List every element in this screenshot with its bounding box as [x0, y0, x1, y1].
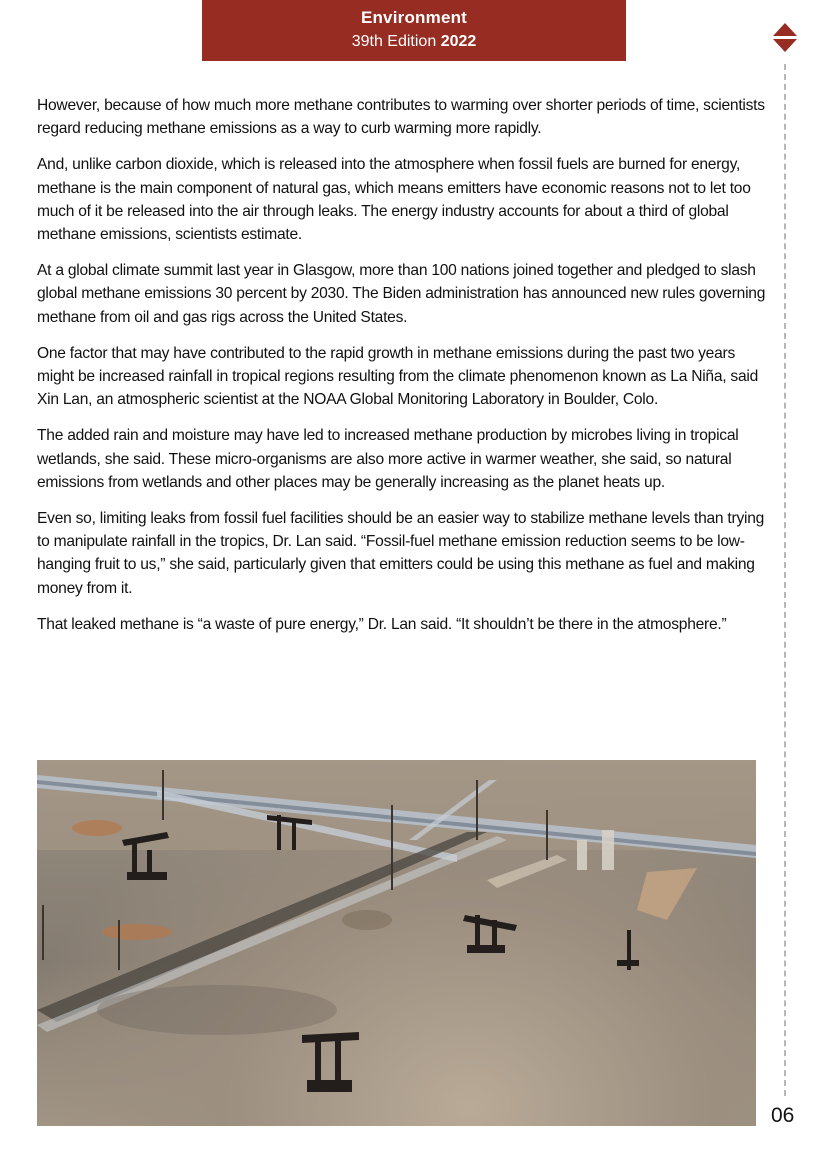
- article-body: [37, 94, 769, 649]
- equipment-rack: [637, 868, 697, 920]
- tank: [577, 840, 587, 870]
- pumpjack: [302, 1032, 359, 1092]
- edition-year: 2022: [440, 33, 477, 50]
- pumpjack: [122, 832, 169, 880]
- down-triangle-icon: [773, 39, 797, 52]
- page-number: 06: [771, 1104, 795, 1127]
- pumpjack: [463, 915, 517, 953]
- paragraph: However, because of how much more methane contributes to warming over shorter periods of time, scientists regard reducing methane emissions as a way to curb warming more rapidly.: [37, 97, 765, 138]
- paragraph: The added rain and moisture may have led to increased methane production by microbes living in tropical wetlands, she said. These micro-organisms are also more active in warmer weather, she said, so natural emissions from wetlands and other places may be generally increasing as the planet heats up.: [37, 427, 739, 491]
- edition-label: 39th Edition: [351, 33, 437, 50]
- paragraph: At a global climate summit last year in Glasgow, more than 100 nations joined together and pledged to slash global methane emissions 30 percent by 2030. The Biden administration has announced new rules governing methane from oil and gas rigs across the United States.: [37, 262, 766, 326]
- oil-field-illustration: [37, 760, 756, 1126]
- paragraph: That leaked methane is “a waste of pure energy,” Dr. Lan said. “It shouldn’t be there in the atmosphere.”: [37, 615, 727, 633]
- pumpjack: [617, 930, 639, 970]
- oil-field-photo: [37, 760, 756, 1126]
- section-header: [202, 0, 626, 61]
- tank: [602, 830, 614, 870]
- edition-line: [202, 33, 626, 51]
- margin-dashed-rule: [784, 64, 786, 1096]
- up-down-diamond-icon[interactable]: [772, 23, 798, 53]
- equipment-rack: [487, 855, 567, 888]
- brush-patch: [102, 924, 172, 940]
- paragraph: One factor that may have contributed to the rapid growth in methane emissions during the past two years might be increased rainfall in tropical regions resulting from the climate phenomenon known as La Niña, said Xin Lan, an atmospheric scientist at the NOAA Global Monitoring Laboratory in Boulder, Colo.: [37, 344, 759, 409]
- paragraph: Even so, limiting leaks from fossil fuel facilities should be an easier way to stabilize methane levels than trying to manipulate rainfall in the tropics, Dr. Lan said. “Fossil-fuel methane emission reduction seems to be low-hanging fruit to us,” she said, particularly given that emitters could be using this methane as fuel and making money from it.: [37, 510, 765, 597]
- section-title: Environment: [360, 8, 468, 27]
- paragraph: And, unlike carbon dioxide, which is released into the atmosphere when fossil fuels are burned for energy, methane is the main component of natural gas, which means emitters have economic reasons not to let too much of it be released into the air through leaks. The energy industry accounts for about a third of global methane emissions, scientists estimate.: [37, 156, 751, 244]
- ground-shadow: [342, 910, 392, 930]
- ground-shadow: [97, 985, 337, 1035]
- brush-patch: [72, 820, 122, 836]
- up-triangle-icon: [773, 23, 797, 36]
